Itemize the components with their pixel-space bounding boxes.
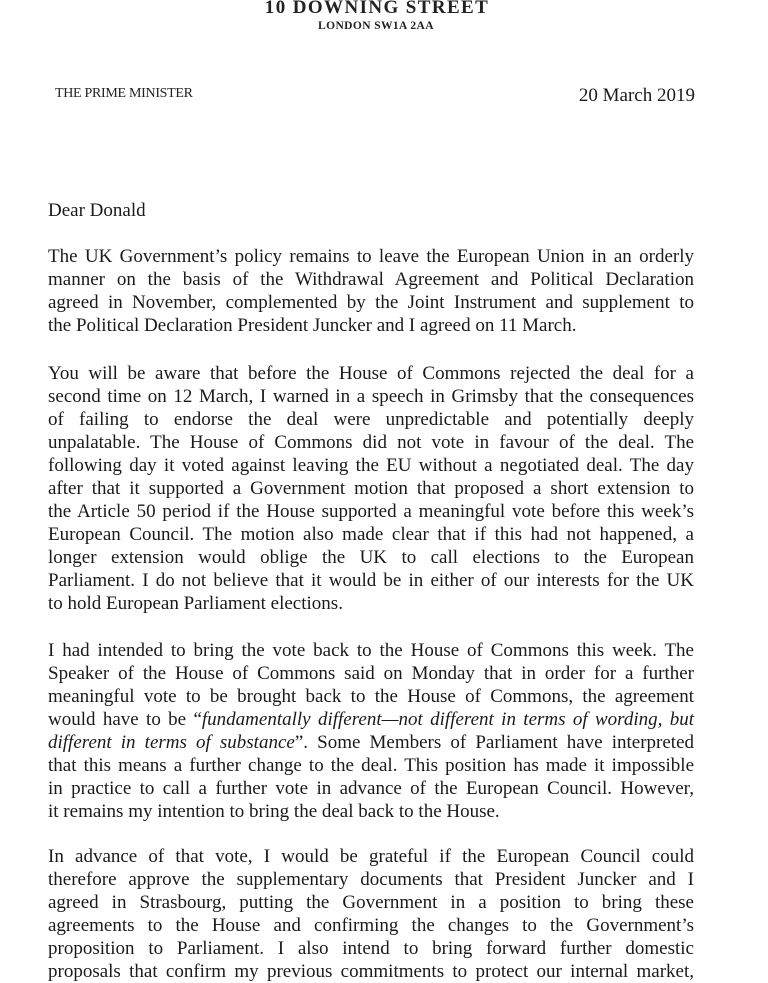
text-line: proposals that confirm my previous commitments to protect our internal market, <box>48 961 694 982</box>
letterhead-postcode: LONDON SW1A 2AA <box>318 20 434 32</box>
sender-title: THE PRIME MINISTER <box>55 86 193 101</box>
paragraph-1 <box>48 245 694 337</box>
text-line <box>48 708 694 731</box>
text-line: the Article 50 period if the House supported a meaningful vote before this week’s <box>48 501 694 522</box>
text-line: proposition to Parliament. I also intend to bring forward further domestic <box>48 938 694 959</box>
text-line: therefore approve the supplementary documents that President Juncker and I <box>48 869 694 890</box>
text-line: it remains my intention to bring the deal back to the House. <box>48 801 500 822</box>
paragraph-2 <box>48 362 694 615</box>
paragraph-3 <box>48 639 694 823</box>
text-line: You will be aware that before the House of Commons rejected the deal for a <box>48 363 694 384</box>
text-line: European Council. The motion also made clear that if this had not happened, a <box>48 524 694 545</box>
text-line: In advance of that vote, I would be grateful if the European Council could <box>48 846 694 867</box>
text-line: of failing to endorse the deal were unpredictable and potentially deeply <box>48 409 694 430</box>
speaker-quote: different in terms of substance <box>48 732 295 753</box>
text-line: agreed in Strasbourg, putting the Government in a position to bring these <box>48 892 694 913</box>
text-line: in practice to call a further vote in advance of the European Council. However, <box>48 778 694 799</box>
text-line: meaningful vote to be brought back to the House of Commons, the agreement <box>48 686 694 707</box>
text-line: The UK Government’s policy remains to leave the European Union in an orderly <box>48 246 694 267</box>
text-line: longer extension would oblige the UK to call elections to the European <box>48 547 694 568</box>
text-line: Parliament. I do not believe that it would be in either of our interests for the UK <box>48 570 694 591</box>
text-line: Speaker of the House of Commons said on Monday that in order for a further <box>48 663 694 684</box>
text-line: that this means a further change to the deal. This position has made it impossible <box>48 755 694 776</box>
text-line: agreements to the House and confirming the changes to the Government’s <box>48 915 694 936</box>
text-line: the Political Declaration President Juncker and I agreed on 11 March. <box>48 315 577 336</box>
text-line: second time on 12 March, I warned in a speech in Grimsby that the consequences <box>48 386 694 407</box>
letterhead-address: 10 DOWNING STREET <box>264 0 490 18</box>
letterhead <box>0 0 768 33</box>
text-line: to hold European Parliament elections. <box>48 593 343 614</box>
text-line: agreed in November, complemented by the Joint Instrument and supplement to <box>48 292 694 313</box>
text-segment: ”. Some Members of Parliament have interpreted <box>294 732 694 753</box>
text-line <box>48 731 694 754</box>
salutation: Dear Donald <box>48 200 146 221</box>
paragraph-4 <box>48 845 694 983</box>
text-line: manner on the basis of the Withdrawal Agreement and Political Declaration <box>48 269 694 290</box>
text-segment: would have to be “ <box>48 709 202 730</box>
speaker-quote: fundamentally different—not different in terms of wording, but <box>201 709 694 730</box>
text-line: unpalatable. The House of Commons did not vote in favour of the deal. The <box>48 432 694 453</box>
text-line: after that it supported a Government motion that proposed a short extension to <box>48 478 694 499</box>
text-line: following day it voted against leaving the EU without a negotiated deal. The day <box>48 455 694 476</box>
letter-date: 20 March 2019 <box>578 85 695 106</box>
text-line: I had intended to bring the vote back to the House of Commons this week. The <box>48 640 694 661</box>
